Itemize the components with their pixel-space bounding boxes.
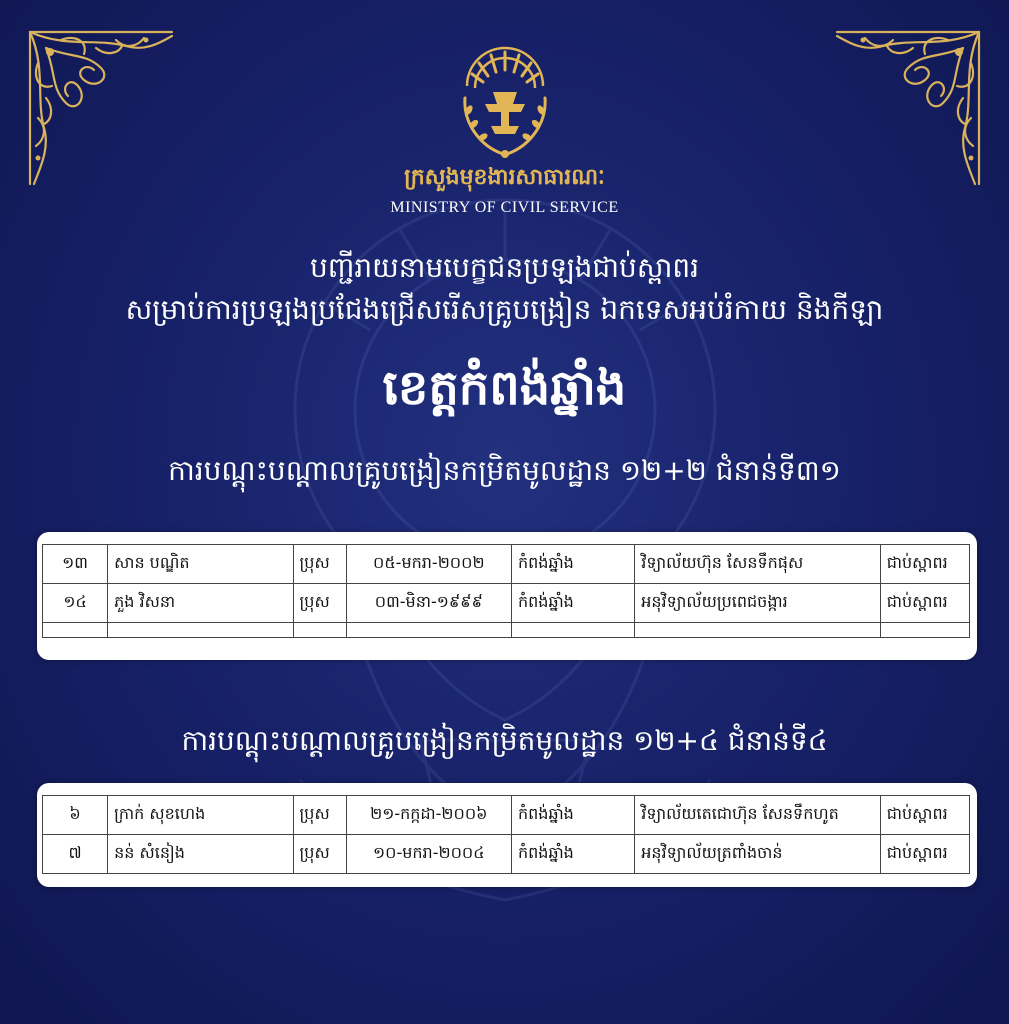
cell-name: សាន បណ្ឌិត — [108, 545, 293, 584]
table-row-empty — [43, 623, 970, 638]
cell-birth-date: ១០-មករា-២០០៤ — [346, 835, 511, 874]
cell-province: កំពង់ឆ្នាំង — [511, 584, 634, 623]
cell-number: ១៣ — [43, 545, 108, 584]
province-title: ខេត្តកំពង់ឆ្នាំង — [382, 360, 627, 416]
results-table-2 — [42, 795, 970, 874]
cell-gender: ប្រុស — [293, 796, 346, 835]
section-heading-1: ការបណ្តុះបណ្តាលគ្រូបង្រៀនកម្រិតមូលដ្ឋាន ១២+២ ជំនាន់ទី៣១ — [168, 454, 841, 487]
cell-birth-date: ០៥-មករា-២០០២ — [346, 545, 511, 584]
cell-result: ជាប់ស្ពាពរ — [880, 835, 969, 874]
cell-empty — [43, 623, 108, 638]
ministry-name-english: MINISTRY OF CIVIL SERVICE — [390, 199, 619, 216]
cell-result: ជាប់ស្ពាពរ — [880, 584, 969, 623]
results-panel-1 — [37, 532, 977, 660]
cell-name: ក្រាក់ សុខហេង — [108, 796, 293, 835]
table-row — [43, 584, 970, 623]
ministry-emblem-logo — [455, 38, 555, 163]
cell-school: អនុវិទ្យាល័យត្រពាំងចាន់ — [635, 835, 881, 874]
cell-birth-date: ២១-កក្កដា-២០០៦ — [346, 796, 511, 835]
table-row — [43, 796, 970, 835]
table-row — [43, 545, 970, 584]
cell-gender: ប្រុស — [293, 545, 346, 584]
cell-result: ជាប់ស្ពាពរ — [880, 796, 969, 835]
cell-empty — [293, 623, 346, 638]
cell-gender: ប្រុស — [293, 584, 346, 623]
cell-name: នន់ សំនៀង — [108, 835, 293, 874]
list-title: បញ្ជីរាយនាមបេក្ខជនប្រឡងជាប់ស្ពាពរ — [309, 251, 700, 284]
cell-province: កំពង់ឆ្នាំង — [511, 835, 634, 874]
exam-subtitle: សម្រាប់ការប្រឡងប្រជែងជ្រើសរើសគ្រូបង្រៀន ឯកទេសអប់រំកាយ និងកីឡា — [125, 293, 884, 326]
cell-number: ៦ — [43, 796, 108, 835]
cell-school: វិទ្យាល័យហ៊ុន សែនទឹកផុស — [635, 545, 881, 584]
cell-number: ៧ — [43, 835, 108, 874]
cell-province: កំពង់ឆ្នាំង — [511, 545, 634, 584]
results-table-1 — [42, 544, 970, 638]
cell-school: វិទ្យាល័យតេជោហ៊ុន សែនទឹកហូត — [635, 796, 881, 835]
cell-birth-date: ០៣-មិនា-១៩៩៩ — [346, 584, 511, 623]
table-row — [43, 835, 970, 874]
cell-gender: ប្រុស — [293, 835, 346, 874]
cell-province: កំពង់ឆ្នាំង — [511, 796, 634, 835]
cell-empty — [635, 623, 881, 638]
cell-name: ភួង វិសនា — [108, 584, 293, 623]
cell-empty — [346, 623, 511, 638]
section-heading-2: ការបណ្តុះបណ្តាលគ្រូបង្រៀនកម្រិតមូលដ្ឋាន ១២+៤ ជំនាន់ទី៤ — [181, 724, 828, 757]
cell-number: ១៤ — [43, 584, 108, 623]
results-panel-2 — [37, 783, 977, 887]
cell-empty — [880, 623, 969, 638]
cell-school: អនុវិទ្យាល័យប្រពេជចង្ការ — [635, 584, 881, 623]
cell-result: ជាប់ស្ពាពរ — [880, 545, 969, 584]
cell-empty — [511, 623, 634, 638]
cell-empty — [108, 623, 293, 638]
ministry-name-khmer: ក្រសួងមុខងារសាធារណៈ — [404, 164, 605, 190]
